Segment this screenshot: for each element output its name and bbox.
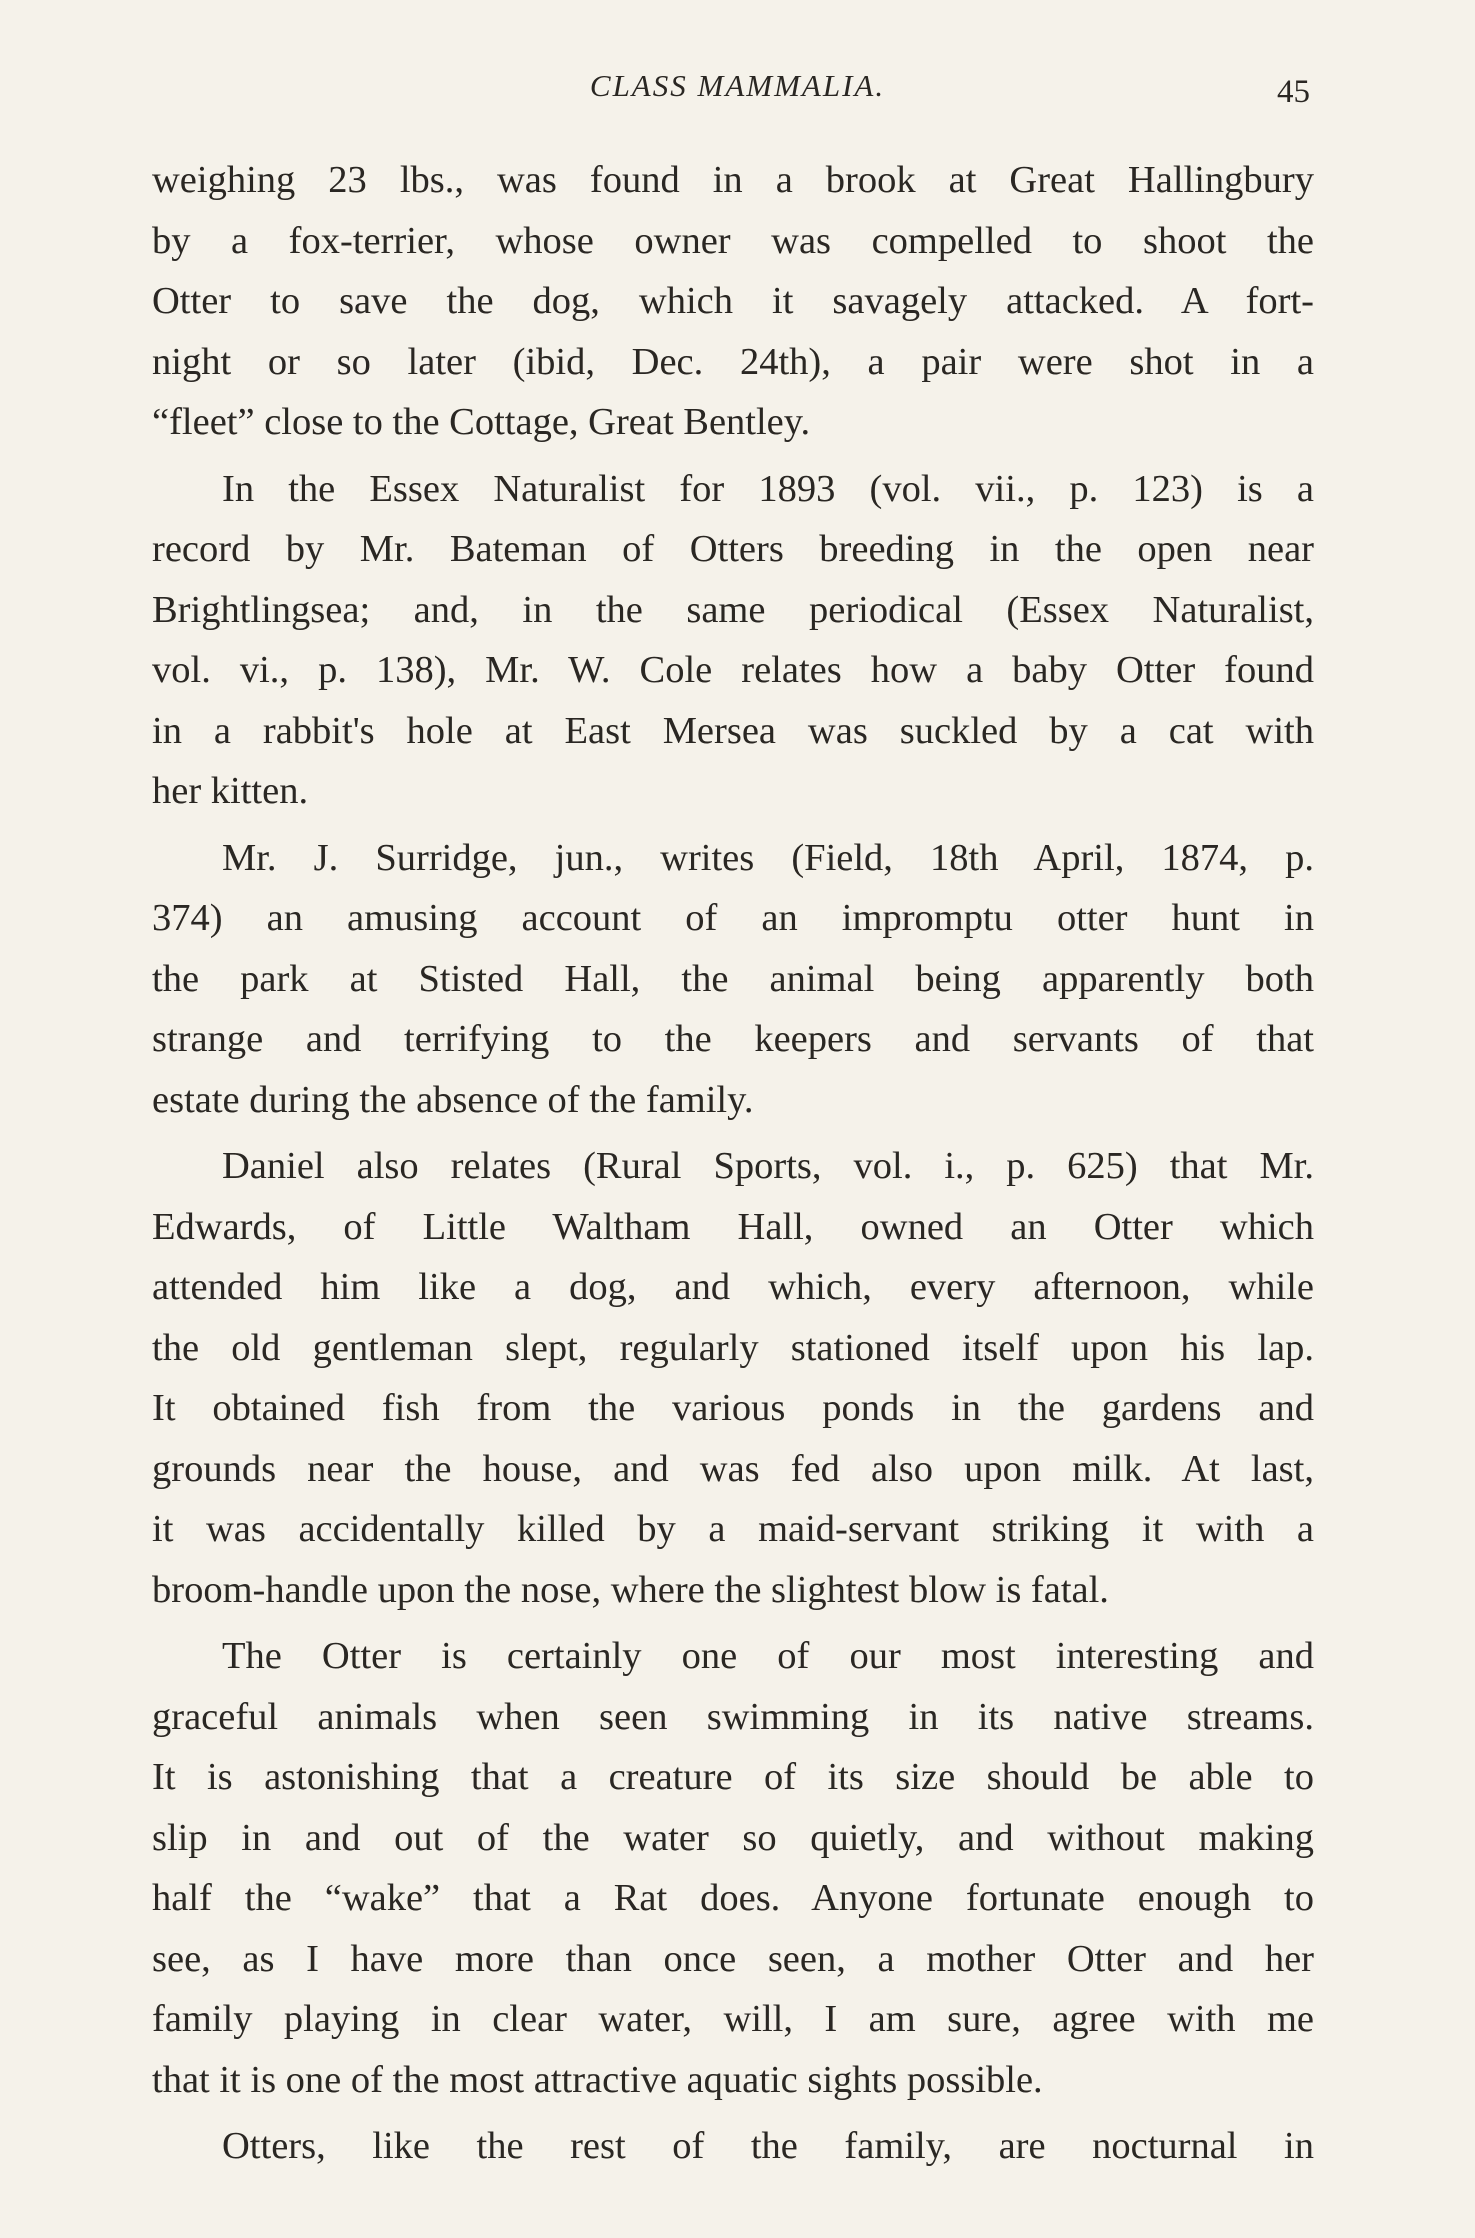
text-line: estate during the absence of the family. xyxy=(152,1078,754,1121)
text-line: grounds near the house, and was fed also upon milk. At last, xyxy=(152,1447,1314,1490)
text-line: the old gentleman slept, regularly stationed itself upon his lap. xyxy=(152,1326,1314,1369)
text-line: in a rabbit's hole at East Mersea was suckled by a cat with xyxy=(152,709,1314,752)
text-line: 374) an amusing account of an impromptu otter hunt in xyxy=(152,897,1314,939)
text-line: broom-handle upon the nose, where the slightest blow is fatal. xyxy=(152,1568,1109,1611)
text-line: family playing in clear water, will, I am sure, agree with me xyxy=(152,1998,1314,2040)
text-line: “fleet” close to the Cottage, Great Bentley. xyxy=(152,401,811,443)
text-line: it was accidentally killed by a maid-servant striking it with a xyxy=(152,1508,1314,1550)
text-line: her kitten. xyxy=(152,770,309,812)
text-line: the park at Stisted Hall, the animal being apparently both xyxy=(152,957,1314,1000)
text-line: night or so later (ibid, Dec. 24th), a pair were shot in a xyxy=(152,340,1314,383)
text-line: slip in and out of the water so quietly, and without making xyxy=(152,1816,1314,1859)
text-line: Mr. J. Surridge, jun., writes (Field, 18th April, 1874, p. xyxy=(222,836,1314,879)
text-line: Otter to save the dog, which it savagely attacked. A fort- xyxy=(152,280,1314,322)
text-line: graceful animals when seen swimming in its native streams. xyxy=(152,1695,1314,1738)
text-line: by a fox-terrier, whose owner was compelled to shoot the xyxy=(152,219,1314,262)
text-line: Edwards, of Little Waltham Hall, owned an Otter which xyxy=(152,1205,1314,1248)
page-number: 45 xyxy=(1277,74,1310,110)
text-line: see, as I have more than once seen, a mother Otter and her xyxy=(152,1937,1314,1980)
text-line: weighing 23 lbs., was found in a brook at Great Hallingbury xyxy=(152,159,1314,201)
text-line: attended him like a dog, and which, every afternoon, while xyxy=(152,1266,1314,1308)
text-line: strange and terrifying to the keepers and servants of that xyxy=(152,1018,1314,1060)
text-line: vol. vi., p. 138), Mr. W. Cole relates how a baby Otter found xyxy=(152,649,1314,691)
text-line: In the Essex Naturalist for 1893 (vol. vii., p. 123) is a xyxy=(222,467,1314,510)
text-line: Otters, like the rest of the family, are nocturnal in xyxy=(222,2125,1314,2167)
running-title: CLASS MAMMALIA. xyxy=(589,68,886,103)
running-head xyxy=(0,68,1475,118)
text-line: It obtained fish from the various ponds in the gardens and xyxy=(152,1387,1314,1429)
text-line: It is astonishing that a creature of its size should be able to xyxy=(152,1756,1314,1798)
text-line: record by Mr. Bateman of Otters breeding in the open near xyxy=(152,528,1314,570)
text-line: Daniel also relates (Rural Sports, vol. i., p. 625) that Mr. xyxy=(222,1145,1314,1187)
text-line: Brightlingsea; and, in the same periodical (Essex Naturalist, xyxy=(152,588,1314,631)
body-text xyxy=(152,150,1314,2177)
text-line: that it is one of the most attractive aquatic sights possible. xyxy=(152,2058,1043,2101)
text-line: The Otter is certainly one of our most interesting and xyxy=(222,1635,1314,1677)
text-line: half the “wake” that a Rat does. Anyone fortunate enough to xyxy=(152,1877,1314,1919)
